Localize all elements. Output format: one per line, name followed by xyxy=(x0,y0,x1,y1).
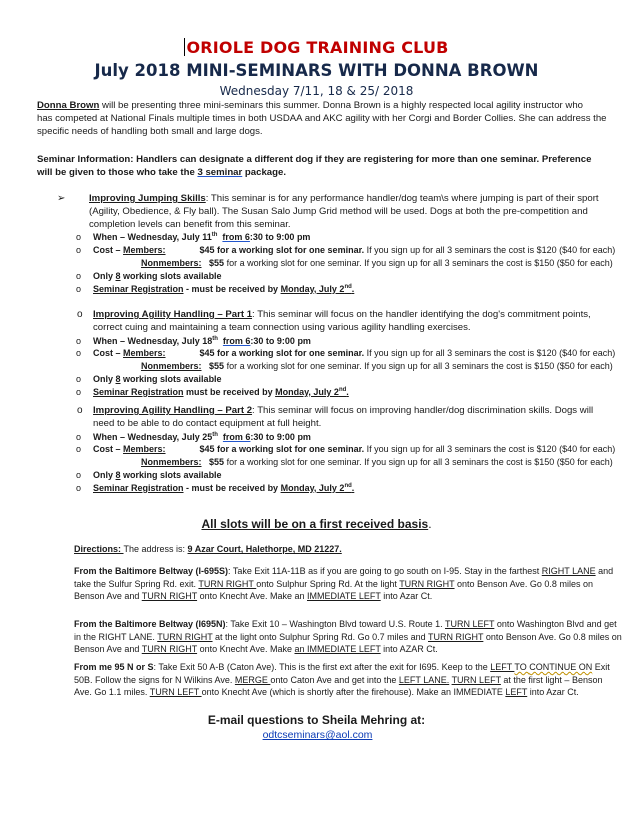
route-text: onto Knecht Ave (which is shortly after the firehouse). Make an IMMEDIATE xyxy=(201,687,506,698)
members-price: $45 for a working slot for one seminar. xyxy=(199,444,365,455)
circle-bullet-icon: o xyxy=(76,431,82,442)
registration-end: . xyxy=(346,386,349,397)
cost-row xyxy=(76,443,616,456)
seminar-desc: completion levels can benefit from this seminar. xyxy=(89,218,291,230)
seminar-desc-1: : This seminar will focus on the handler identifying the dog's commitment points, xyxy=(252,309,591,320)
when-sup: th xyxy=(212,335,218,342)
route-text: : Take Exit 10 – Washington Blvd toward U.S. Route 1. xyxy=(225,619,445,629)
route-text: LEFT LANE. xyxy=(398,674,450,685)
seminar-name: Improving Agility Handling – Part 2 xyxy=(93,405,253,416)
route-text: TURN RIGHT xyxy=(428,631,484,642)
cost-row xyxy=(76,244,616,257)
cost-row xyxy=(76,347,616,360)
route-text: 50B. Follow the signs for N Wilkins Ave. xyxy=(74,674,235,685)
cost-label: Cost – xyxy=(93,245,124,256)
nonmembers-row xyxy=(93,360,613,373)
nonmembers-bundle: for a working slot for one seminar. If you sign up for all 3 seminars the cost is $150 ($50 for each) xyxy=(224,361,613,372)
registration-label: Seminar Registration xyxy=(93,482,184,493)
nonmembers-label: Nonmembers: xyxy=(141,457,202,468)
route-text: TURN RIGHT xyxy=(157,631,213,642)
route-text: MERGE xyxy=(234,674,271,685)
route-heading: From me 95 N or S xyxy=(74,662,154,672)
registration-date: Monday, July 2 xyxy=(280,482,345,493)
intro-line-2: has competed at National Finals multiple times in both USDAA and AKC agility with her Corgi and Border Collies. She can address the xyxy=(37,112,607,124)
nonmembers-price: $55 xyxy=(209,457,225,468)
registration-mid: - must be received by xyxy=(183,283,281,294)
nonmembers-bundle: for a working slot for one seminar. If you sign up for all 3 seminars the cost is $150 ($50 for each) xyxy=(224,457,613,468)
route-directions xyxy=(74,618,624,656)
route-text: TURN RIGHT xyxy=(141,644,198,655)
instructor-name: Donna Brown xyxy=(37,100,100,111)
route-text: TO xyxy=(514,662,530,672)
route-text: : Take Exit 11A-11B as if you are going to go south on I-95. Stay in the farthest xyxy=(228,566,542,576)
route-text: onto Benson Ave. Go 0.8 miles on xyxy=(483,631,622,642)
cost-label: Cost – xyxy=(93,444,124,455)
circle-bullet-icon: o xyxy=(76,335,82,346)
route-text: RIGHT LANE xyxy=(541,566,596,576)
route-text: onto Caton Ave and get into the xyxy=(270,674,399,685)
slots-row xyxy=(76,270,613,283)
members-bundle: If you sign up for all 3 seminars the cost is $120 ($40 for each) xyxy=(364,245,616,256)
route-text: Ave. Go 1.1 miles. xyxy=(74,687,150,698)
seminar-desc: need to be able to do contact equipment at full height. xyxy=(93,417,322,429)
route-text: in the RIGHT LANE. xyxy=(74,631,158,642)
intro-line-1: will be presenting three mini-seminars this summer. Donna Brown is a highly respected local agility instructor who xyxy=(99,100,583,111)
when-from: from 6 xyxy=(222,335,251,346)
when-row xyxy=(76,431,613,444)
route-text: IMMEDIATE LEFT xyxy=(307,591,381,602)
seminar-item xyxy=(57,193,619,231)
circle-bullet-icon: o xyxy=(76,482,82,493)
slots-row xyxy=(76,469,613,482)
slots-pre: Only xyxy=(93,270,116,281)
nonmembers-label: Nonmembers: xyxy=(141,361,202,372)
package-link[interactable]: 3 seminar xyxy=(197,166,243,178)
route-text: TURN RIGHT xyxy=(141,591,198,602)
slots-post: working slots available xyxy=(120,374,222,384)
seminar-desc: correct cuing and maintaining a team connection using various agility handling exercises. xyxy=(93,321,471,333)
route-text: TURN LEFT xyxy=(451,674,501,685)
seminar-desc-1: : This seminar is for any performance handler/dog team\s where jumping is part of their sport xyxy=(205,193,599,204)
when-from: from 6 xyxy=(222,232,250,243)
when-row xyxy=(76,335,613,348)
email-question: E-mail questions to Sheila Mehring at: xyxy=(207,713,426,727)
circle-bullet-icon: o xyxy=(76,283,82,294)
when-time: :30 to 9:00 pm xyxy=(250,335,311,346)
seminar-title: July 2018 MINI-SEMINARS WITH DONNA BROWN xyxy=(94,61,539,80)
intro-paragraph xyxy=(37,100,612,138)
route-text: Exit xyxy=(592,662,610,672)
directions-pre: The address is: xyxy=(123,544,188,554)
when-from: from 6 xyxy=(222,431,251,442)
members-label: Members: xyxy=(123,245,166,256)
route-heading: From the Baltimore Beltway (I695N) xyxy=(74,619,226,629)
registration-date: Monday, July 2 xyxy=(280,283,345,294)
circle-bullet-icon: o xyxy=(76,232,82,243)
route-text: : Take Exit 50 A-B (Caton Ave). This is the first ext after the exit for I695. Keep to the xyxy=(153,662,491,672)
route-text: LEFT xyxy=(490,662,515,672)
slots-notice xyxy=(0,517,633,531)
route-text: TURN LEFT xyxy=(445,619,495,629)
directions-label: Directions: xyxy=(74,544,124,554)
slots-notice-text: All slots will be on a first received basis xyxy=(201,517,429,531)
registration-end: . xyxy=(351,283,355,294)
slots-pre: Only xyxy=(93,470,116,480)
route-text: onto Knecht Ave. Make xyxy=(197,644,295,655)
seminar-item xyxy=(77,405,623,431)
slots-row xyxy=(76,373,613,386)
circle-bullet-icon: o xyxy=(76,444,82,455)
seminar-information xyxy=(37,154,612,180)
members-bundle: If you sign up for all 3 seminars the cost is $120 ($40 for each) xyxy=(364,348,616,359)
circle-bullet-icon: o xyxy=(77,309,83,320)
route-text: onto Benson Ave. Go 0.8 miles on xyxy=(454,578,593,589)
circle-bullet-icon: o xyxy=(76,386,82,397)
route-text: at the first light – Benson xyxy=(500,674,603,685)
arrow-bullet-icon: ➢ xyxy=(57,193,66,204)
route-text: TURN LEFT xyxy=(149,687,202,698)
when-text: When – Wednesday, July 18 xyxy=(93,335,213,346)
route-text: LEFT xyxy=(505,687,528,698)
route-text: into Azar Ct. xyxy=(380,591,433,602)
registration-mid: must be received by xyxy=(183,386,276,397)
circle-bullet-icon: o xyxy=(76,270,82,281)
registration-sup: nd xyxy=(344,283,352,290)
registration-mid: - must be received by xyxy=(183,482,281,493)
seminar-desc-1: : This seminar will focus on improving handler/dog discrimination skills. Dogs will xyxy=(252,405,594,416)
route-text: and xyxy=(595,566,614,576)
slots-notice-end: . xyxy=(428,517,432,531)
slots-count: 8 xyxy=(115,270,121,281)
circle-bullet-icon: o xyxy=(76,374,82,384)
circle-bullet-icon: o xyxy=(76,245,82,256)
info-line-2-end: package. xyxy=(242,166,286,178)
when-sup: th xyxy=(211,232,218,239)
nonmembers-label: Nonmembers: xyxy=(141,258,202,268)
route-text: TURN RIGHT xyxy=(399,578,455,589)
route-text: CONTINUE ON xyxy=(529,662,593,672)
registration-label: Seminar Registration xyxy=(93,386,184,397)
route-directions xyxy=(74,565,624,603)
seminar-name: Improving Jumping Skills xyxy=(89,193,206,204)
registration-sup: nd xyxy=(338,386,347,393)
circle-bullet-icon: o xyxy=(77,405,83,416)
registration-date: Monday, July 2 xyxy=(275,386,339,397)
route-text: Benson Ave and xyxy=(74,644,142,655)
nonmembers-price: $55 xyxy=(209,361,225,372)
info-line-2: will be given to those who take the xyxy=(37,166,198,178)
nonmembers-price: $55 xyxy=(209,258,225,268)
nonmembers-row xyxy=(93,456,613,469)
seminar-dates: Wednesday 7/11, 18 & 25/ 2018 xyxy=(219,84,414,98)
route-text: TURN RIGHT xyxy=(198,578,257,589)
seminar-name: Improving Agility Handling – Part 1 xyxy=(93,309,253,320)
when-sup: th xyxy=(212,431,218,438)
slots-post: working slots available xyxy=(120,470,222,480)
members-label: Members: xyxy=(123,348,166,359)
route-text: into Azar Ct. xyxy=(527,687,579,698)
route-text: at the light onto Sulphur Spring Rd. Go 0.7 miles and xyxy=(212,631,429,642)
slots-count: 8 xyxy=(115,470,121,480)
slots-pre: Only xyxy=(93,374,116,384)
members-price: $45 for a working slot for one seminar. xyxy=(199,348,365,359)
route-text: Benson Ave and xyxy=(74,591,142,602)
slots-count: 8 xyxy=(115,374,121,384)
club-name: ORIOLE DOG TRAINING CLUB xyxy=(186,38,449,57)
circle-bullet-icon: o xyxy=(76,348,82,359)
registration-row xyxy=(76,283,613,296)
club-title xyxy=(0,38,633,57)
route-text: onto Knecht Ave. Make an xyxy=(197,591,307,602)
seminar-item xyxy=(77,309,623,335)
when-text: When – Wednesday, July 25 xyxy=(93,431,213,442)
members-label: Members: xyxy=(123,444,166,455)
route-text: into AZAR Ct. xyxy=(380,644,438,655)
members-bundle: If you sign up for all 3 seminars the cost is $120 ($40 for each) xyxy=(364,444,616,455)
nonmembers-row xyxy=(93,257,613,270)
circle-bullet-icon: o xyxy=(76,470,82,480)
intro-line-3: specific needs of handling both small and large dogs. xyxy=(37,125,263,137)
directions-address xyxy=(74,543,624,556)
address: 9 Azar Court, Halethorpe, MD 21227. xyxy=(187,544,342,554)
registration-row xyxy=(76,386,613,399)
nonmembers-bundle: for a working slot for one seminar. If you sign up for all 3 seminars the cost is $150 ($50 for each) xyxy=(224,258,613,268)
route-directions xyxy=(74,661,624,699)
info-line-1: Seminar Information: Handlers can designate a different dog if they are registering for more than one seminar. Preference xyxy=(37,154,592,165)
seminar-desc: (Agility, Obedience, & Fly ball). The Susan Salo Jump Grid method will be used. Dogs at both the pre-competition and xyxy=(89,205,588,217)
registration-end: . xyxy=(351,482,355,493)
email-address[interactable]: odtcseminars@aol.com xyxy=(262,729,373,741)
route-text: take the Sulfur Spring Rd. exit. xyxy=(74,578,199,589)
registration-label: Seminar Registration xyxy=(93,283,184,294)
cost-label: Cost – xyxy=(93,348,124,359)
route-text: an IMMEDIATE LEFT xyxy=(294,644,381,655)
when-time: :30 to 9:00 pm xyxy=(249,232,311,243)
registration-row xyxy=(76,482,613,495)
route-text: onto Washington Blvd and get xyxy=(494,619,617,629)
when-row xyxy=(76,231,613,244)
registration-sup: nd xyxy=(344,482,352,489)
route-text: onto Sulphur Spring Rd. At the light xyxy=(256,578,400,589)
email-link[interactable] xyxy=(0,729,633,741)
when-text: When – Wednesday, July 11 xyxy=(93,232,212,243)
route-heading: From the Baltimore Beltway (I-695S) xyxy=(74,566,229,576)
members-price: $45 for a working slot for one seminar. xyxy=(199,245,365,256)
when-time: :30 to 9:00 pm xyxy=(250,431,311,442)
slots-post: working slots available xyxy=(120,270,222,281)
